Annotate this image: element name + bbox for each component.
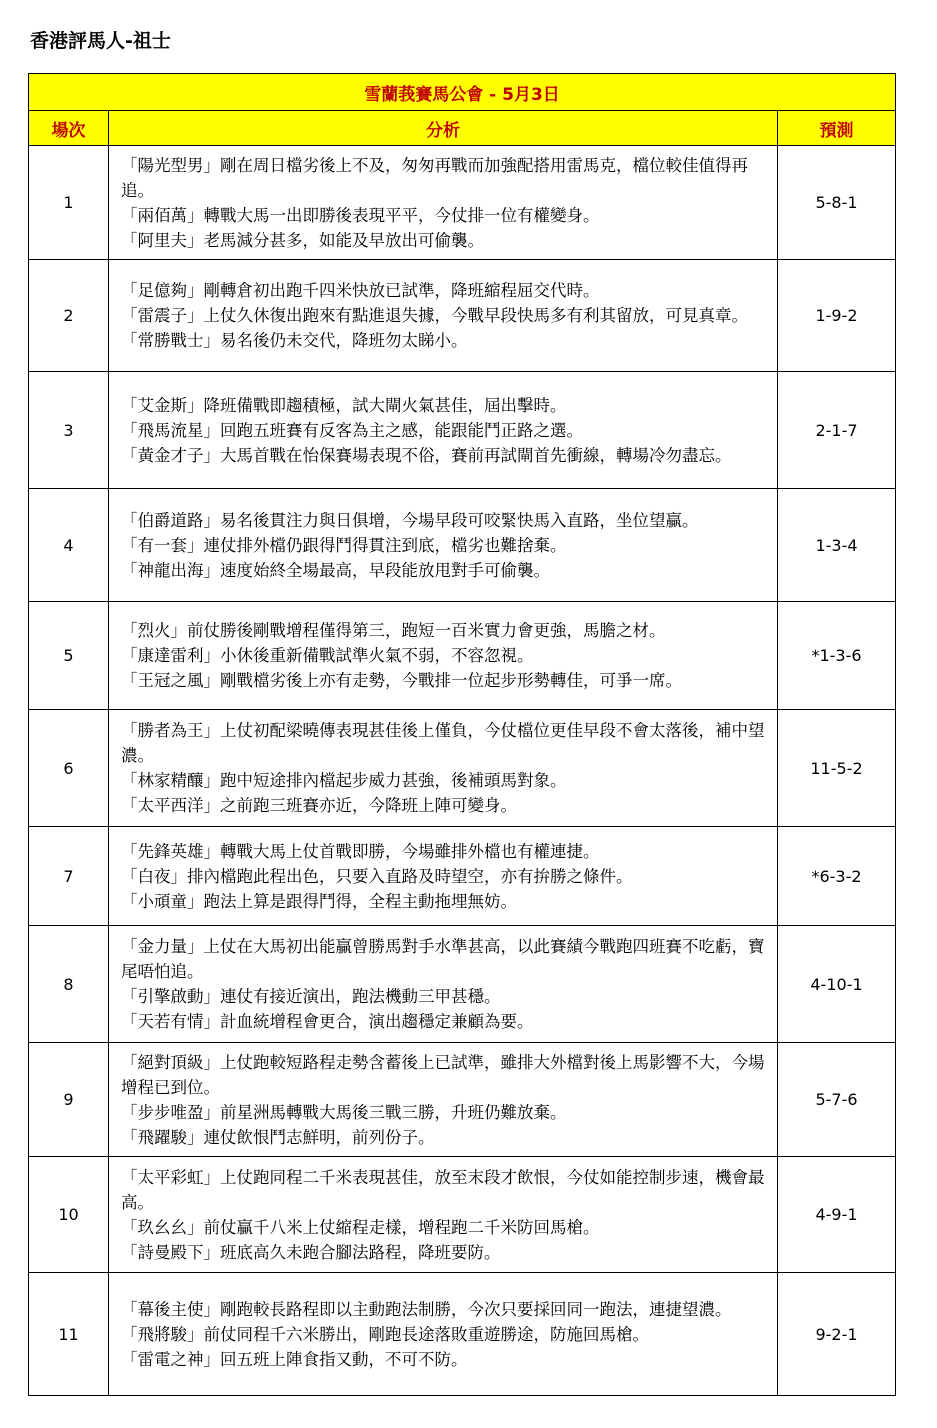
analysis-line: 「詩曼殿下」班底高久未跑合腳法路程，降班要防。	[121, 1242, 501, 1262]
analysis-line: 「幕後主使」剛跑較長路程即以主動跑法制勝，今次只要採回同一跑法，連捷望濃。	[121, 1299, 732, 1319]
race-number: 8	[29, 926, 109, 1043]
table-row	[29, 146, 896, 260]
race-analysis	[109, 1157, 778, 1273]
analysis-line: 「勝者為王」上仗初配梁曉傳表現甚佳後上僅負，今仗檔位更佳早段不會太落後，補中望濃。	[121, 721, 765, 765]
race-number: 1	[29, 146, 109, 260]
race-number: 2	[29, 260, 109, 372]
race-prediction: 1-9-2	[778, 260, 896, 372]
analysis-line: 「白夜」排內檔跑此程出色，只要入直路及時望空，亦有拚勝之條件。	[121, 866, 633, 886]
analysis-line: 「引擎啟動」連仗有接近演出，跑法機動三甲甚穩。	[121, 987, 501, 1006]
race-prediction: 5-8-1	[778, 146, 896, 260]
analysis-line: 「伯爵道路」易名後貫注力與日俱增，今場早段可咬緊快馬入直路，坐位望贏。	[121, 510, 699, 530]
race-number: 4	[29, 489, 109, 602]
analysis-line: 「林家精釀」跑中短途排內檔起步威力甚強，後補頭馬對象。	[121, 771, 567, 790]
race-prediction: 5-7-6	[778, 1043, 896, 1157]
race-prediction: 1-3-4	[778, 489, 896, 602]
analysis-line: 「金力量」上仗在大馬初出能贏曾勝馬對手水準甚高，以此賽績今戰跑四班賽不吃虧，寶尾唔怕追。	[121, 937, 765, 981]
analysis-line: 「雷電之神」回五班上陣食指又動，不可不防。	[121, 1349, 468, 1369]
analysis-line: 「王冠之風」剛戰檔劣後上亦有走勢，今戰排一位起步形勢轉佳，可爭一席。	[121, 671, 682, 690]
analysis-line: 「有一套」連仗排外檔仍跟得鬥得貫注到底，檔劣也難捨棄。	[121, 535, 567, 555]
race-analysis	[109, 372, 778, 489]
race-prediction: 4-10-1	[778, 926, 896, 1043]
header-prediction: 預測	[778, 111, 896, 146]
race-prediction: *6-3-2	[778, 827, 896, 926]
analysis-line: 「常勝戰士」易名後仍未交代，降班勿太睇小。	[121, 331, 468, 350]
table-row	[29, 926, 896, 1043]
analysis-line: 「玖幺幺」前仗贏千八米上仗縮程走樣，增程跑二千米防回馬槍。	[121, 1217, 600, 1237]
race-prediction: 11-5-2	[778, 710, 896, 827]
author-label: 香港評馬人-祖士	[30, 30, 171, 52]
analysis-line: 「飛馬流星」回跑五班賽有反客為主之感，能跟能鬥正路之選。	[121, 420, 583, 440]
analysis-line: 「先鋒英雄」轉戰大馬上仗首戰即勝，今場雖排外檔也有權連捷。	[121, 841, 600, 861]
header-analysis: 分析	[109, 111, 778, 146]
analysis-line: 「太平西洋」之前跑三班賽亦近，今降班上陣可變身。	[121, 796, 517, 815]
race-prediction: 2-1-7	[778, 372, 896, 489]
race-prediction: *1-3-6	[778, 602, 896, 710]
race-prediction: 9-2-1	[778, 1273, 896, 1396]
analysis-line: 「步步唯盈」前星洲馬轉戰大馬後三戰三勝，升班仍難放棄。	[121, 1102, 567, 1122]
race-analysis	[109, 926, 778, 1043]
race-analysis	[109, 489, 778, 602]
analysis-line: 「烈火」前仗勝後剛戰增程僅得第三，跑短一百米實力會更強，馬膽之材。	[121, 621, 666, 640]
race-number: 10	[29, 1157, 109, 1273]
table-row	[29, 710, 896, 827]
analysis-line: 「神龍出海」速度始終全場最高，早段能放甩對手可偷襲。	[121, 560, 550, 580]
analysis-line: 「天若有情」計血統增程會更合，演出趨穩定兼顧為要。	[121, 1012, 534, 1031]
race-analysis	[109, 602, 778, 710]
header-race: 場次	[29, 111, 109, 146]
race-analysis	[109, 827, 778, 926]
analysis-line: 「康達雷利」小休後重新備戰試準火氣不弱，不容忽視。	[121, 646, 534, 665]
table-title: 雪蘭莪賽馬公會 - 5月3日	[29, 74, 896, 111]
table-row	[29, 1043, 896, 1157]
race-analysis	[109, 260, 778, 372]
table-row	[29, 1273, 896, 1396]
analysis-line: 「兩佰萬」轉戰大馬一出即勝後表現平平，今仗排一位有權變身。	[121, 205, 600, 225]
table-row	[29, 827, 896, 926]
race-analysis	[109, 710, 778, 827]
analysis-line: 「足億夠」剛轉倉初出跑千四米快放已試準，降班縮程屈交代時。	[121, 281, 600, 300]
race-analysis	[109, 1273, 778, 1396]
analysis-line: 「太平彩虹」上仗跑同程二千米表現甚佳，放至末段才飲恨，今仗如能控制步速，機會最高。	[121, 1167, 765, 1212]
analysis-line: 「絕對頂級」上仗跑較短路程走勢含蓄後上已試準，雖排大外檔對後上馬影響不大，今場增程已到位。	[121, 1052, 765, 1097]
race-number: 11	[29, 1273, 109, 1396]
header-row	[29, 111, 896, 146]
race-analysis	[109, 1043, 778, 1157]
race-number: 5	[29, 602, 109, 710]
table-row	[29, 260, 896, 372]
race-number: 9	[29, 1043, 109, 1157]
race-number: 7	[29, 827, 109, 926]
analysis-line: 「黃金才子」大馬首戰在怡保賽場表現不俗，賽前再試閘首先衝線，轉場冷勿盡忘。	[121, 445, 732, 465]
predictions-table	[28, 73, 896, 1396]
analysis-line: 「飛躍駿」連仗飲恨鬥志鮮明，前列份子。	[121, 1127, 435, 1147]
race-analysis	[109, 146, 778, 260]
table-row	[29, 372, 896, 489]
analysis-line: 「飛將駿」前仗同程千六米勝出，剛跑長途落敗重遊勝途，防施回馬槍。	[121, 1324, 649, 1344]
race-number: 3	[29, 372, 109, 489]
table-row	[29, 1157, 896, 1273]
race-number: 6	[29, 710, 109, 827]
table-row	[29, 489, 896, 602]
analysis-line: 「阿里夫」老馬減分甚多，如能及早放出可偷襲。	[121, 230, 484, 250]
analysis-line: 「陽光型男」剛在周日檔劣後上不及，匆匆再戰而加強配搭用雷馬克，檔位較佳值得再追。	[121, 155, 748, 200]
analysis-line: 「艾金斯」降班備戰即趨積極，試大閘火氣甚佳，屆出擊時。	[121, 395, 567, 415]
analysis-line: 「小頑童」跑法上算是跟得鬥得，全程主動拖埋無妨。	[121, 891, 517, 911]
analysis-line: 「雷震子」上仗久休復出跑來有點進退失據，今戰早段快馬多有利其留放，可見真章。	[121, 306, 748, 325]
table-row	[29, 602, 896, 710]
race-prediction: 4-9-1	[778, 1157, 896, 1273]
